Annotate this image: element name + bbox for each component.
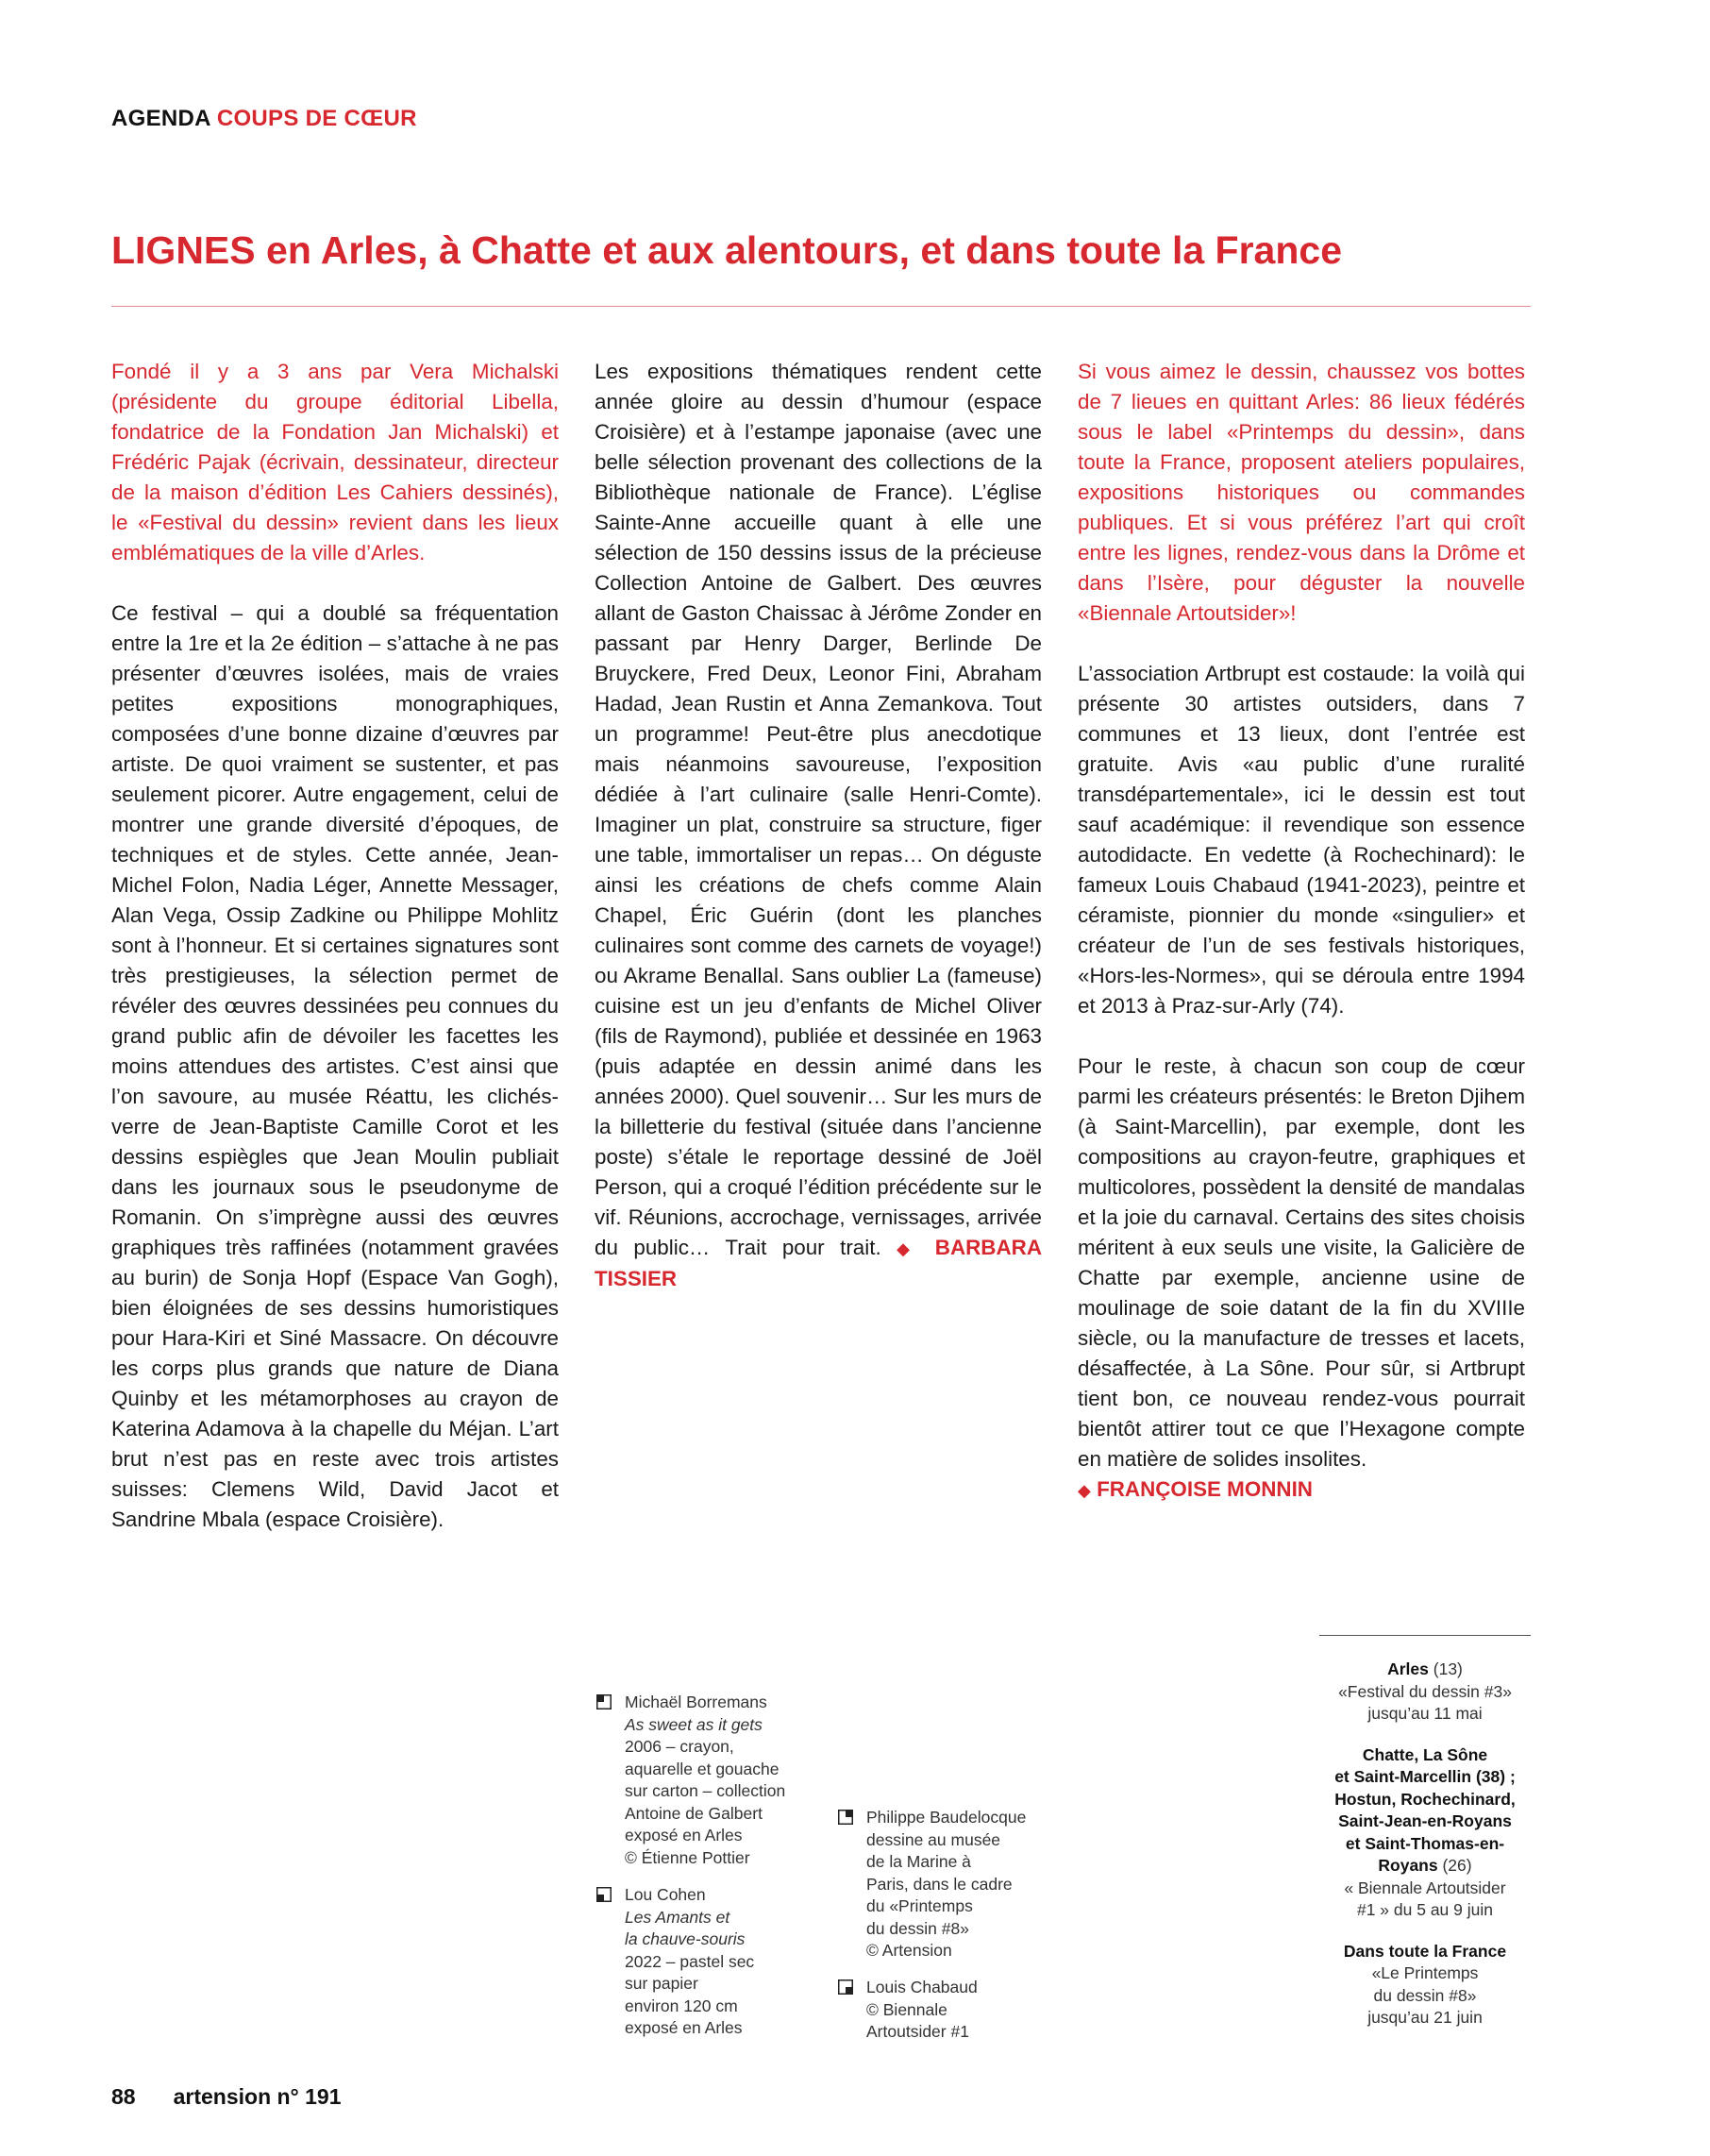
event-block	[1319, 1744, 1531, 1922]
event-location: Dans toute la France	[1343, 1941, 1507, 1961]
image-caption	[866, 1807, 1026, 1962]
diamond-icon: ◆	[1078, 1481, 1091, 1500]
event-location: et Saint-Thomas-en-	[1345, 1833, 1505, 1853]
caption-line: du dessin #8»	[866, 1918, 969, 1938]
caption-line: aquarelle et gouache	[625, 1759, 780, 1778]
caption-title: la chauve-souris	[625, 1929, 746, 1948]
caption-line: sur papier	[625, 1974, 698, 1993]
author-signature: BARBARA TISSIER	[595, 1236, 1042, 1290]
section-kicker	[111, 106, 417, 132]
event-location: Hostun, Rochechinard,	[1334, 1789, 1516, 1809]
body-paragraph: Ce festival – qui a doublé sa fréquentation entre la 1re et la 2e édition – s’attache à ne pas présenter d’œuvres isolées, mais de vraies petites expositions monographiques, composées d’une bonne dizaine d’œuvres par artiste. De quoi vraiment se sustenter, et pas seulement picorer. Autre engagement, celui de montrer une grande diversité d’époques, de techniques et de styles. Cette année, Jean-Michel Folon, Nadia Léger, Annette Messager, Alan Vega, Ossip Zadkine ou Philippe Mohlitz sont à l’honneur. Et si certaines signatures sont très prestigieuses, la sélection permet de révéler des œuvres dessinées peu connues du grand public afin de dévoiler les facettes les moins attendues des artistes. C’est ainsi que l’on savoure, au musée Réattu, les clichés-verre de Jean-Baptiste Camille Corot et les dessins espiègles que Jean Moulin publiait dans les journaux sous le pseudonyme de Romanin. On s’imprègne aussi des œuvres graphiques très raffinées (notamment gravées au burin) de Sonja Hopf (Espace Van Gogh), bien éloignées de ses dessins humoristiques pour Hara-Kiri et Siné Massacre. On découvre les corps plus grands que nature de Diana Quinby et les métamorphoses au crayon de Katerina Adamova à la chapelle du Méjan. L’art brut n’est pas en reste avec trois artistes suisses: Clemens Wild, David Jacot et Sandrine Mbala (espace Croisière).	[111, 601, 559, 1531]
image-caption	[866, 1977, 978, 2044]
event-location: et Saint-Marcellin (38) ;	[1334, 1767, 1516, 1786]
caption-title: Les Amants et	[625, 1907, 730, 1927]
body-paragraph	[1078, 1052, 1525, 1506]
event-dates: jusqu’au 21 juin	[1367, 2008, 1483, 2027]
caption-line: de la Marine à	[866, 1852, 971, 1871]
caption-line: Paris, dans le cadre	[866, 1874, 1013, 1894]
body-text: Pour le reste, à chacun son coup de cœur parmi les créateurs présentés: le Breton Djihem (à Saint-Marcellin), par exemple, dont les compositions au crayon-feutre, graphiques et multicolores, possèdent la densité de mandalas et la joie du carnaval. Certains des sites choisis méritent à eux seuls une visite, la Galicière de Chatte par exemple, ancienne usine de moulinage de soie datant de la fin du XVIIIe siècle, ou la manufacture de tresses et lacets, désaffectée, à La Sône. Pour sûr, si Artbrupt tient bon, ce nouveau rendez-vous pourrait bientôt attirer tout ce que l’Hexagone compte en matière de solides insolites.	[1078, 1054, 1525, 1471]
caption-line: exposé en Arles	[625, 1826, 743, 1844]
event-title: «Le Printemps	[1371, 1963, 1479, 1982]
event-dates: #1 » du 5 au 9 juin	[1356, 1900, 1493, 1919]
caption-credit: © Étienne Pottier	[625, 1847, 750, 1867]
text-column-1	[111, 357, 559, 1535]
caption-line: Michaël Borremans	[625, 1693, 767, 1711]
author-signature: FRANÇOISE MONNIN	[1097, 1477, 1313, 1501]
event-title: « Biennale Artoutsider	[1344, 1878, 1506, 1897]
event-block	[1319, 1659, 1531, 1726]
magazine-issue: artension n° 191	[173, 2084, 342, 2109]
caption-line: Lou Cohen	[625, 1885, 706, 1904]
event-dates: jusqu’au 11 mai	[1367, 1704, 1483, 1723]
caption-line: 2022 – pastel sec	[625, 1951, 755, 1971]
caption-line: Antoine de Galbert	[625, 1803, 763, 1823]
caption-line: Louis Chabaud	[866, 1978, 978, 1996]
body-paragraph	[595, 357, 1042, 1294]
text-column-3	[1078, 357, 1525, 1506]
caption-line: Artoutsider #1	[866, 2022, 969, 2041]
caption-line: du «Printemps	[866, 1896, 973, 1915]
caption-credit: © Biennale	[866, 1999, 947, 2019]
event-title: «Festival du dessin #3»	[1338, 1681, 1512, 1701]
text-column-2	[595, 357, 1042, 1294]
event-info-box	[1319, 1635, 1531, 2030]
page-number: 88	[111, 2084, 136, 2109]
article-headline: LIGNES en Arles, à Chatte et aux alentours, et dans toute la France	[111, 228, 1342, 272]
grid-pointer-icon	[596, 1887, 612, 1902]
event-title: du dessin #8»	[1373, 1985, 1477, 2005]
section-label: AGENDA	[111, 106, 211, 131]
event-location: Saint-Jean-en-Royans	[1338, 1811, 1512, 1830]
headline-divider	[111, 306, 1531, 307]
body-text: Les expositions thématiques rendent cette année gloire au dessin d’humour (espace Croisière) et à l’estampe japonaise (avec une belle sélection provenant des collections de la Bibliothèque nationale de France). L’église Sainte-Anne accueille quant à elle une sélection de 150 dessins issus de la précieuse Collection Antoine de Galbert. Des œuvres allant de Gaston Chaissac à Jérôme Zonder en passant par Henry Darger, Berlinde De Bruyckere, Fred Deux, Leonor Fini, Abraham Hadad, Jean Rustin et Anna Zemankova. Tout un programme! Peut-être plus anecdotique mais néanmoins savoureuse, l’exposition dédiée à l’art culinaire (salle Henri-Comte). Imaginer un plat, construire sa structure, figer une table, immortaliser un repas… On déguste ainsi les créations de chefs comme Alain Chapel, Éric Guérin (dont les planches culinaires sont comme des carnets de voyage!) ou Akrame Benallal. Sans oublier La (fameuse) cuisine est un jeu d’enfants de Michel Oliver (fils de Raymond), publiée et dessinée en 1963 (puis adaptée en dessin animé dans les années 2000). Quel souvenir… Sur les murs de la billetterie du festival (située dans l’ancienne poste) s’étale le reportage dessiné de Joël Person, qui a croqué l’édition précédente sur le vif. Réunions, accrochage, vernissages, arrivée du public… Trait pour trait.	[595, 360, 1042, 1259]
caption-line: Philippe Baudelocque	[866, 1808, 1027, 1827]
image-caption	[625, 1884, 754, 2040]
lead-paragraph: Si vous aimez le dessin, chaussez vos bottes de 7 lieues en quittant Arles: 86 lieux fédérés sous le label «Printemps du dessin», dans toute la France, proposent ateliers populaires, expositions historiques ou commandes publiques. Et si vous préférez l’art qui croît entre les lignes, rendez-vous dans la Drôme et dans l’Isère, pour déguster la nouvelle «Biennale Artoutsider»!	[1078, 360, 1525, 625]
lead-paragraph: Fondé il y a 3 ans par Vera Michalski (présidente du groupe éditorial Libella, fondatrice de la Fondation Jan Michalski) et Frédéric Pajak (écrivain, dessinateur, directeur de la maison d’édition Les Cahiers dessinés), le «Festival du dessin» revient dans les lieux emblématiques de la ville d’Arles.	[111, 360, 559, 564]
caption-line: 2006 – crayon,	[625, 1737, 734, 1756]
grid-pointer-icon	[596, 1694, 612, 1710]
image-caption	[625, 1692, 785, 1869]
body-paragraph: L’association Artbrupt est costaude: la voilà qui présente 30 artistes outsiders, dans 7 communes et 13 lieux, dont l’entrée est gratuite. Avis «au public d’une ruralité transdépartementale», ici le dessin est tout sauf académique: il revendique son essence autodidacte. En vedette (à Rochechinard): le fameux Louis Chabaud (1941-2023), peintre et céramiste, pionnier du monde «singulier» et créateur de l’un de ses festivals historiques, «Hors-les-Normes», qui se déroula entre 1994 et 2013 à Praz-sur-Arly (74).	[1078, 662, 1525, 1018]
event-location: Arles (13)	[1387, 1659, 1463, 1678]
caption-line: sur carton – collection	[625, 1781, 786, 1800]
caption-credit: © Artension	[866, 1941, 952, 1960]
event-block	[1319, 1941, 1531, 2030]
caption-line: dessine au musée	[866, 1829, 1001, 1849]
grid-pointer-icon	[838, 1979, 853, 1995]
diamond-icon: ◆	[897, 1239, 920, 1258]
event-location: Chatte, La Sône	[1362, 1744, 1488, 1764]
rubric-label: COUPS DE CŒUR	[216, 106, 417, 131]
caption-line: environ 120 cm	[625, 1996, 738, 2015]
grid-pointer-icon	[838, 1810, 853, 1825]
event-location: Royans (26)	[1378, 1856, 1472, 1875]
caption-title: As sweet as it gets	[625, 1714, 763, 1734]
page-footer	[111, 2084, 342, 2110]
caption-line: exposé en Arles	[625, 2018, 743, 2037]
